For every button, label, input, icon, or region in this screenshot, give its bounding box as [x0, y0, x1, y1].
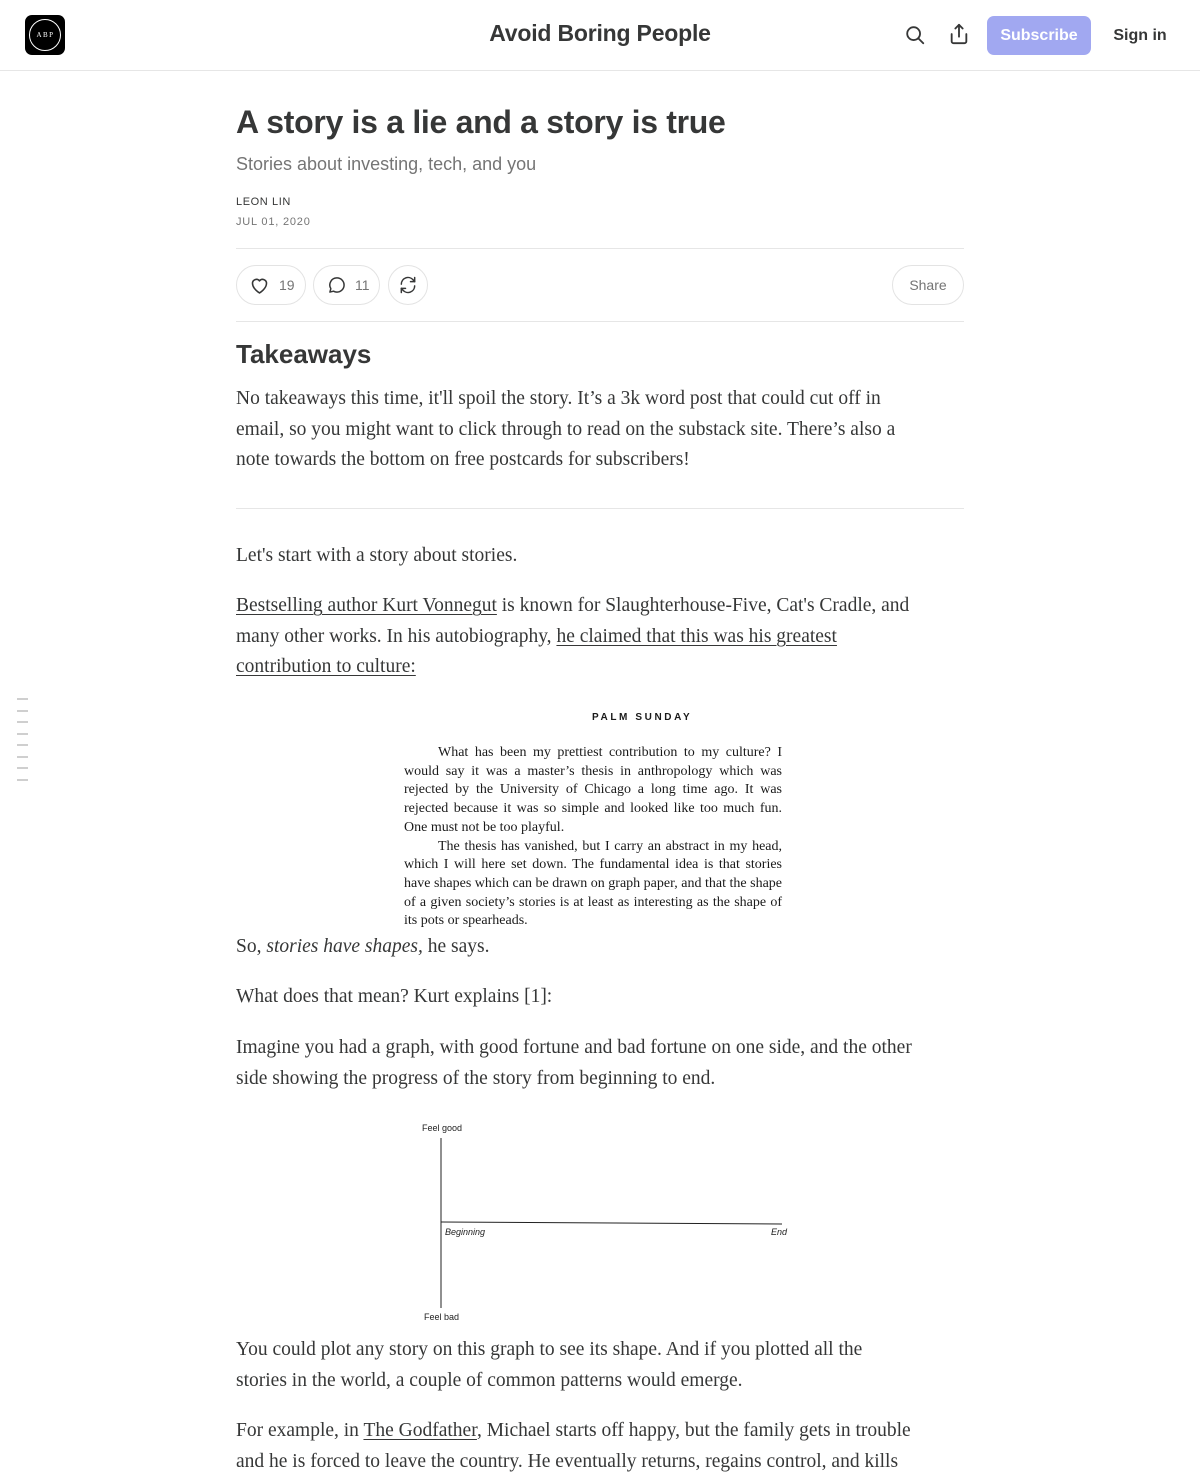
search-icon[interactable] — [904, 24, 926, 46]
paragraph-line: Imagine you had a graph, with good fortune and bad fortune on one side, and the other — [236, 1037, 912, 1058]
restack-button[interactable] — [388, 265, 428, 305]
paragraph-line — [236, 591, 964, 622]
toc-tick[interactable] — [17, 767, 28, 769]
sign-in-button[interactable]: Sign in — [1113, 26, 1167, 44]
paragraph — [236, 1033, 964, 1094]
book-paragraph: The thesis has vanished, but I carry an abstract in my head, which I will here set down. The fundamental idea is that stories have shapes which can be drawn on graph paper, and that the shape of a given society’s stories is at least as interesting as the shape of its pots or spearheads. — [404, 838, 782, 929]
logo-text: ABP — [29, 19, 61, 51]
divider — [236, 248, 964, 249]
post-date: JUL 01, 2020 — [236, 216, 311, 228]
book-excerpt-image[interactable] — [404, 706, 796, 934]
greatest-contribution-link[interactable]: contribution to culture: — [236, 656, 416, 677]
toc-tick[interactable] — [17, 698, 28, 700]
section-divider — [236, 508, 964, 509]
text-span: , Michael starts off happy, but the family gets in trouble — [476, 1420, 911, 1441]
section-heading: Takeaways — [236, 339, 372, 369]
comment-bubble-icon — [327, 275, 347, 295]
book-paragraph: What has been my prettiest contribution to my culture? I would say it was a master’s thesis in anthropology which was rejected by the University of Chicago a long time ago. It was rejected because it was so simple and looked like too much fun. One must not be too playful. — [404, 745, 782, 835]
author-name[interactable]: LEON LIN — [236, 196, 291, 208]
toc-tick[interactable] — [17, 710, 28, 712]
toc-tick[interactable] — [17, 733, 28, 735]
paragraph-line — [236, 652, 964, 683]
top-navigation-bar — [0, 0, 1200, 71]
text-span: So, — [236, 936, 267, 957]
text-span: many other works. In his autobiography, — [236, 625, 557, 647]
heart-icon — [249, 275, 270, 296]
post-title: A story is a lie and a story is true — [236, 104, 726, 140]
x-axis-end-label: End — [771, 1227, 788, 1237]
text-span: he says. — [422, 936, 490, 957]
divider — [236, 321, 964, 322]
toc-tick[interactable] — [17, 756, 28, 758]
toc-tick[interactable] — [17, 744, 28, 746]
paragraph-line: No takeaways this time, it'll spoil the story. It’s a 3k word post that could cut off in — [236, 388, 881, 409]
table-of-contents-indicator[interactable] — [17, 698, 29, 790]
book-page-text — [404, 744, 782, 931]
share-button[interactable]: Share — [892, 265, 964, 305]
paragraph-line — [236, 1416, 964, 1447]
paragraph: What does that mean? Kurt explains [1]: — [236, 986, 553, 1007]
restack-icon — [398, 275, 418, 295]
book-page-heading: PALM SUNDAY — [592, 712, 693, 723]
takeaways-paragraph — [236, 384, 964, 476]
toc-tick[interactable] — [17, 779, 28, 781]
post-subtitle: Stories about investing, tech, and you — [236, 154, 537, 174]
like-button[interactable] — [236, 265, 306, 305]
paragraph-line: and he is forced to leave the country. He eventually returns, regains control, and kills — [236, 1450, 899, 1472]
graph-axes — [410, 1118, 810, 1328]
paragraph-line: stories in the world, a couple of common patterns would emerge. — [236, 1369, 743, 1391]
paragraph-line: email, so you might want to click through to read on the substack site. There’s also a — [236, 418, 896, 440]
paragraph — [236, 1416, 964, 1477]
greatest-contribution-link[interactable]: he claimed that this was his greatest — [556, 625, 837, 647]
paragraph-line: side showing the progress of the story from beginning to end. — [236, 1067, 716, 1089]
godfather-link[interactable]: The Godfather — [363, 1420, 477, 1441]
text-span: For example, in — [236, 1420, 364, 1441]
comment-count: 11 — [355, 277, 370, 293]
paragraph — [236, 591, 964, 683]
y-axis-top-label: Feel good — [422, 1123, 463, 1133]
paragraph-line — [236, 622, 964, 653]
paragraph-line: You could plot any story on this graph to see its shape. And if you plotted all the — [236, 1339, 863, 1360]
toc-tick[interactable] — [17, 721, 28, 723]
paragraph-line: note towards the bottom on free postcards for subscribers! — [236, 449, 690, 470]
x-axis-start-label: Beginning — [445, 1227, 486, 1237]
paragraph — [236, 1335, 964, 1396]
y-axis-bottom-label: Feel bad — [424, 1312, 460, 1322]
subscribe-button[interactable]: Subscribe — [987, 16, 1091, 55]
publication-title[interactable]: Avoid Boring People — [489, 20, 711, 46]
paragraph: Let's start with a story about stories. — [236, 545, 518, 566]
comments-button[interactable] — [313, 265, 380, 305]
story-shape-graph-image[interactable] — [410, 1118, 810, 1328]
share-upload-icon[interactable] — [948, 23, 970, 45]
emphasis-text: stories have shapes, — [266, 936, 423, 957]
text-span: is known for Slaughterhouse-Five, Cat's Cradle, and — [496, 595, 910, 616]
x-axis-line — [441, 1222, 782, 1224]
like-count: 19 — [279, 277, 295, 293]
paragraph — [236, 932, 964, 963]
vonnegut-link[interactable]: Bestselling author Kurt Vonnegut — [236, 595, 497, 616]
